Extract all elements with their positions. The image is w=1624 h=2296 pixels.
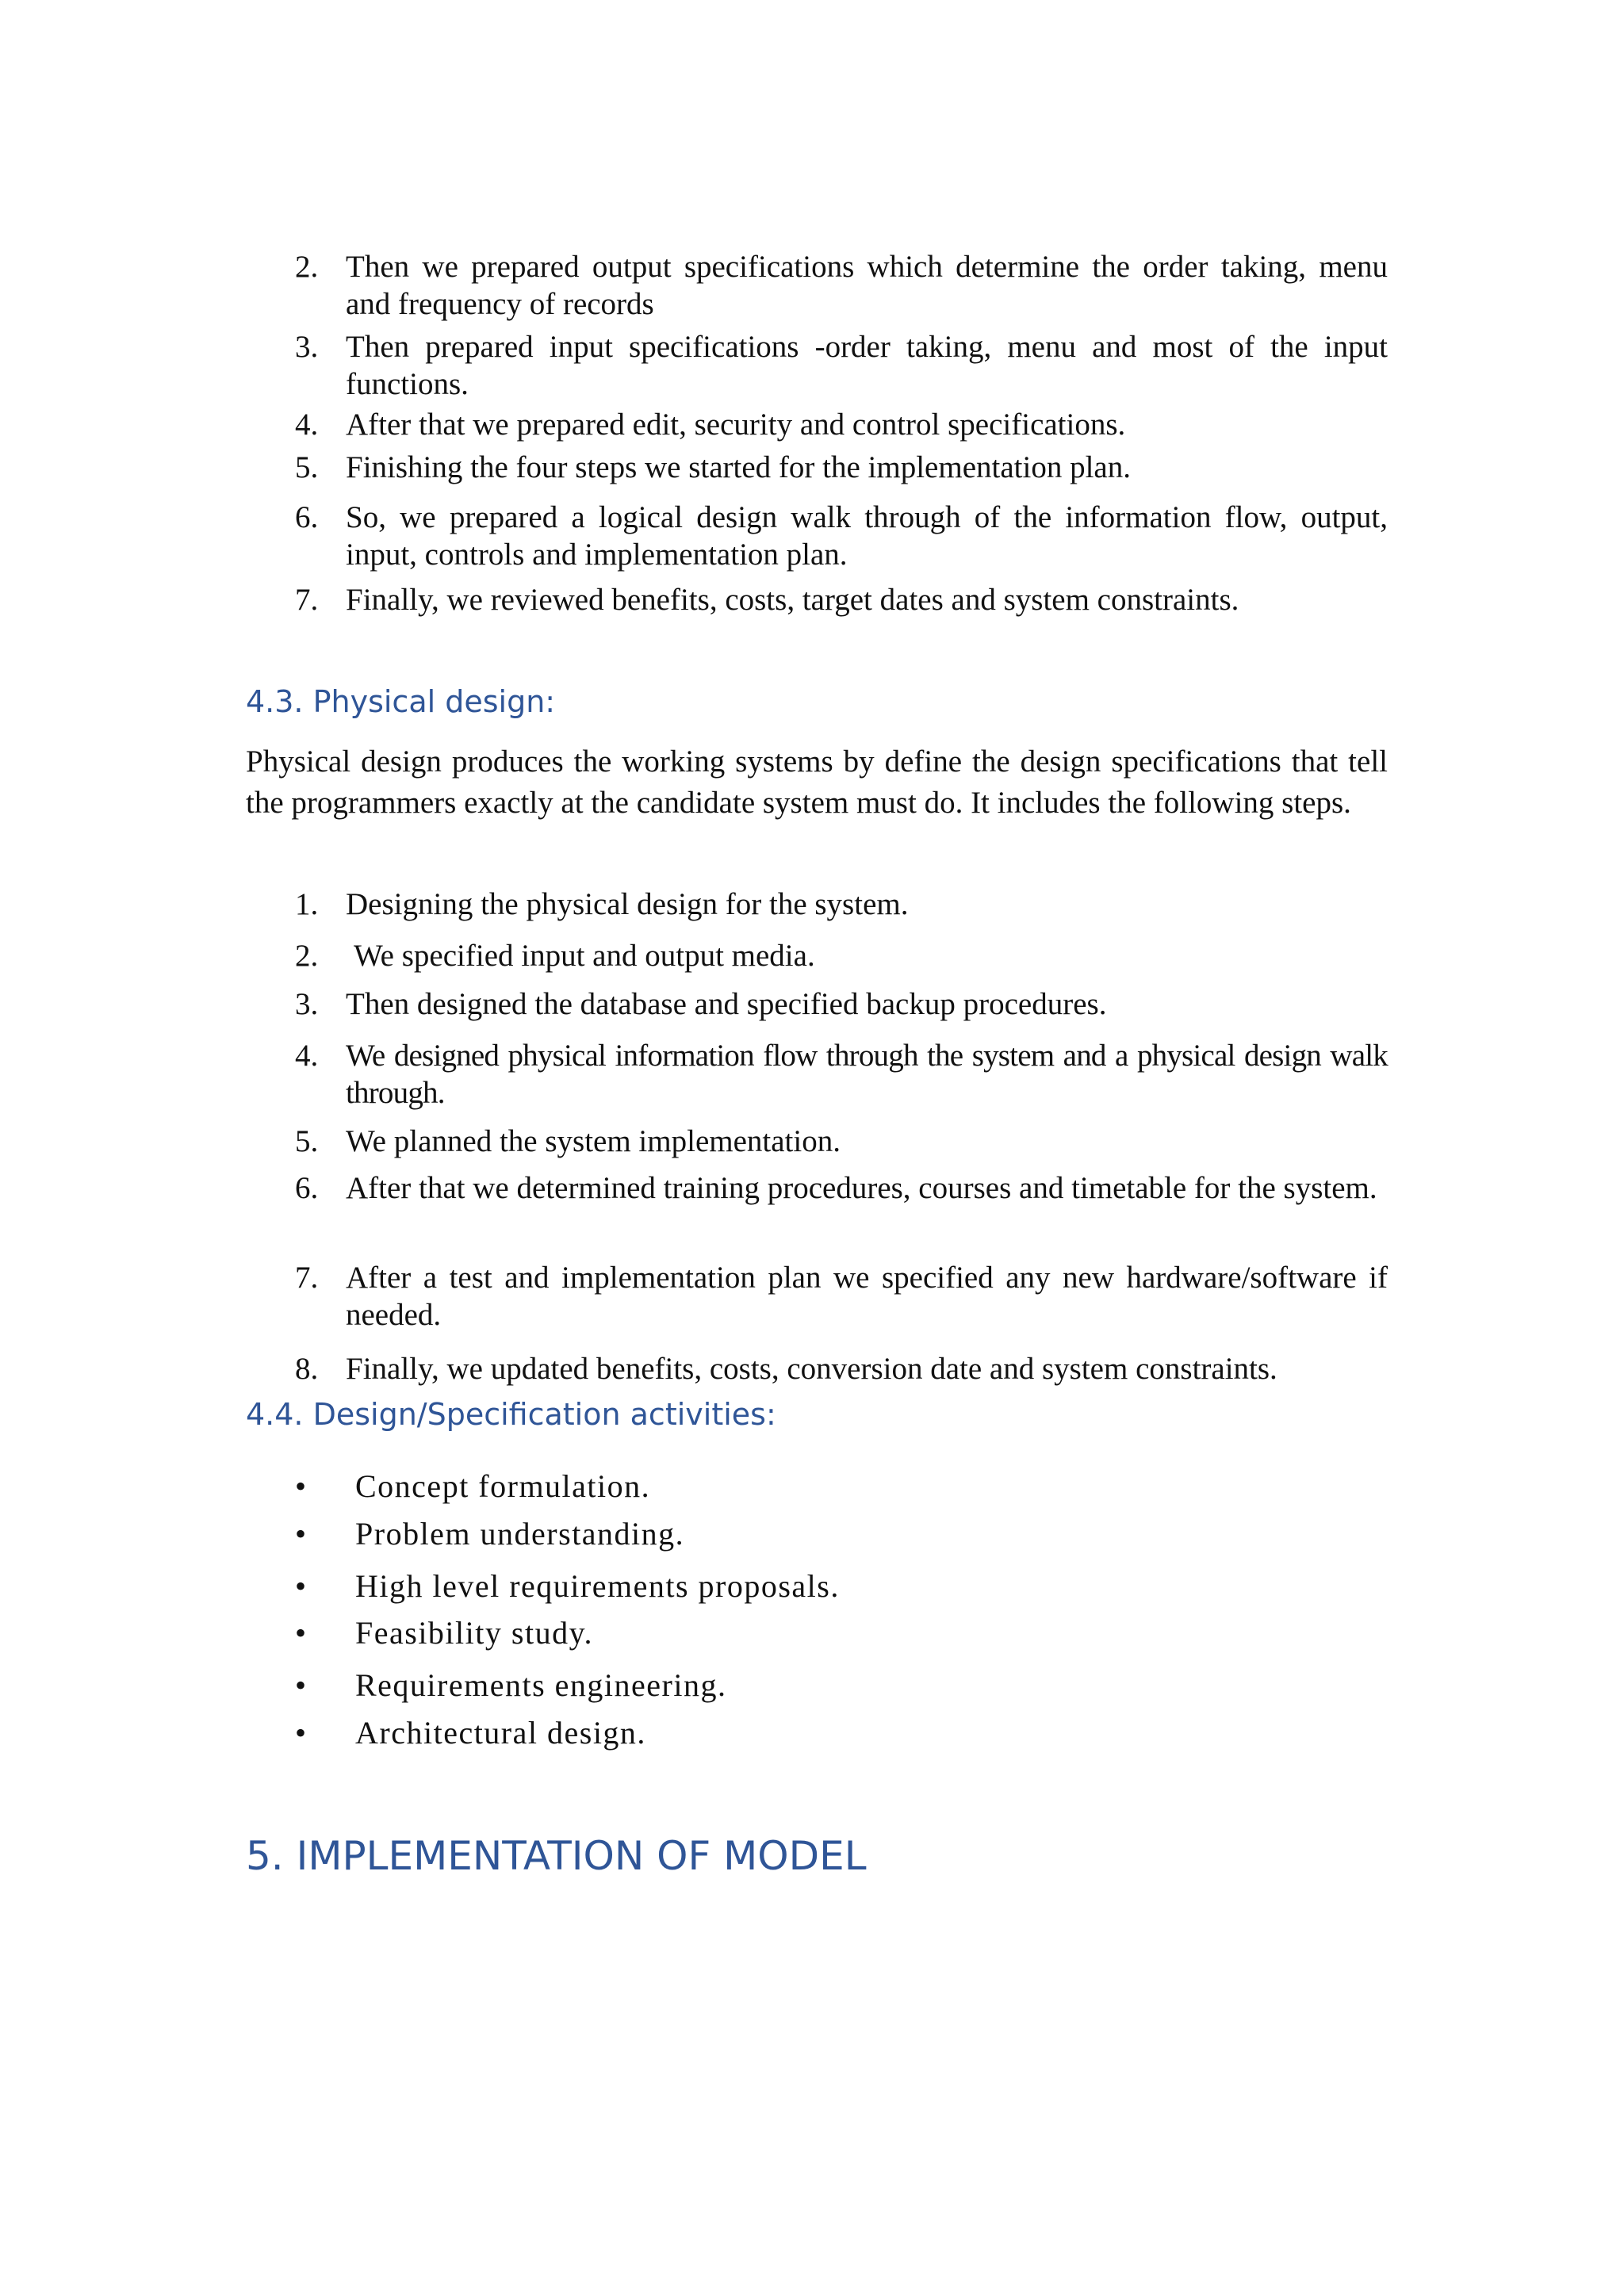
list-number: 3. (295, 987, 319, 1021)
list-item (246, 1037, 1388, 1112)
list-item (246, 886, 1388, 923)
list-text: Then prepared input specifications -order taking, menu and most of the input functions. (346, 330, 1388, 401)
list-text: We planned the system implementation. (346, 1124, 841, 1158)
list-text: Designing the physical design for the system. (346, 887, 909, 921)
bullet-item (246, 1667, 1356, 1705)
list-number: 7. (295, 1261, 319, 1295)
list-item (246, 1259, 1388, 1334)
list-text: Finally, we updated benefits, costs, conversion date and system constraints. (346, 1352, 1277, 1386)
bullet-text: Requirements engineering. (355, 1667, 727, 1703)
list-item (246, 499, 1388, 573)
bullet-icon: • (295, 1615, 308, 1651)
list-text: We designed physical information flow through the system and a physical design walk through. (346, 1039, 1388, 1110)
bullet-text: Problem understanding. (355, 1516, 685, 1552)
bullet-icon: • (295, 1568, 308, 1604)
list-text: We specified input and output media. (354, 939, 815, 973)
list-number: 3. (295, 330, 319, 364)
bullet-text: High level requirements proposals. (355, 1568, 840, 1604)
list-number: 2. (295, 250, 319, 284)
list-item (246, 248, 1388, 323)
list-text: Finally, we reviewed benefits, costs, target dates and system constraints. (346, 583, 1239, 617)
list-item (246, 581, 1388, 618)
list-item (246, 1169, 1388, 1207)
list-text: So, we prepared a logical design walk through of the information flow, output, input, controls and implementation plan. (346, 500, 1388, 572)
list-text: After a test and implementation plan we specified any new hardware/software if needed. (346, 1261, 1388, 1332)
list-item (246, 406, 1388, 443)
bullet-text: Concept formulation. (355, 1468, 651, 1504)
list-text: Then we prepared output specifications which determine the order taking, menu and frequency of records (346, 250, 1388, 321)
list-number: 1. (295, 887, 319, 921)
list-number: 2. (295, 939, 319, 973)
list-text: After that we prepared edit, security and control specifications. (346, 408, 1126, 442)
list-number: 8. (295, 1352, 319, 1386)
list-number: 6. (295, 1171, 319, 1205)
section-heading-implementation: 5. IMPLEMENTATION OF MODEL (246, 1833, 867, 1879)
list-number: 4. (295, 1039, 319, 1073)
list-text: After that we determined training procedures, courses and timetable for the system. (346, 1171, 1377, 1205)
list-text: Finishing the four steps we started for the implementation plan. (346, 450, 1131, 484)
bullet-item (246, 1515, 1356, 1553)
list-number: 5. (295, 450, 319, 484)
bullet-icon: • (295, 1667, 308, 1703)
bullet-item (246, 1714, 1356, 1752)
list-number: 6. (295, 500, 319, 534)
section-heading-physical-design: 4.3. Physical design: (246, 684, 556, 719)
bullet-item (246, 1567, 1356, 1605)
list-text: Then designed the database and specified backup procedures. (346, 987, 1107, 1021)
list-item (246, 449, 1388, 486)
list-item (246, 1350, 1388, 1387)
bullet-text: Feasibility study. (355, 1615, 593, 1651)
list-item (246, 937, 1388, 974)
list-number: 7. (295, 583, 319, 617)
bullet-item (246, 1614, 1356, 1652)
list-number: 5. (295, 1124, 319, 1158)
list-item (246, 1123, 1388, 1160)
physical-design-intro: Physical design produces the working systems by define the design specifications that tell the programmers exactly at the candidate system must do. It includes the following steps. (246, 744, 1388, 820)
list-item (246, 985, 1388, 1023)
bullet-text: Architectural design. (355, 1715, 646, 1751)
bullet-item (246, 1468, 1356, 1506)
section-heading-design-activities: 4.4. Design/Specification activities: (246, 1397, 776, 1432)
list-number: 4. (295, 408, 319, 442)
bullet-icon: • (295, 1715, 308, 1751)
list-item (246, 328, 1388, 403)
bullet-icon: • (295, 1516, 308, 1552)
bullet-icon: • (295, 1468, 308, 1504)
